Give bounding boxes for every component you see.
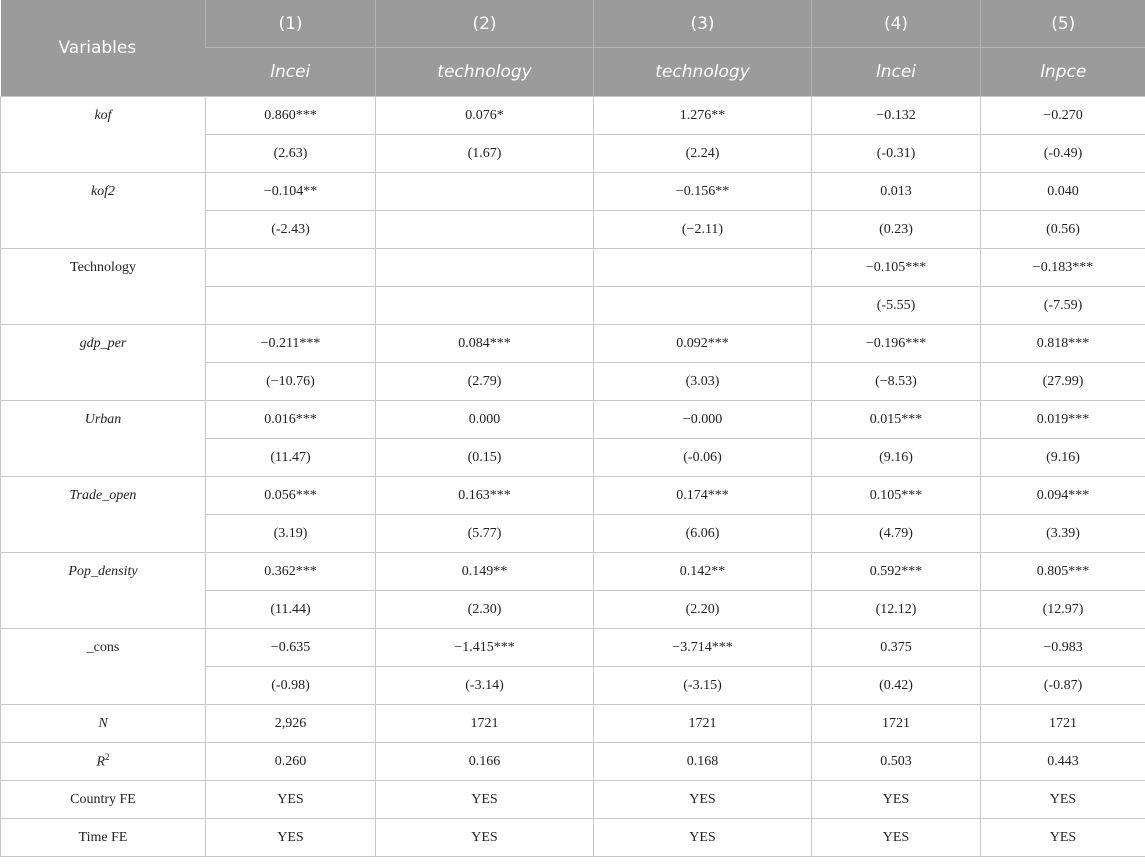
coefficient-cell: −0.105*** [812,249,981,287]
stats-row-time-fe [1,819,1145,857]
coefficient-cell: 0.174*** [594,477,812,515]
stat-value: YES [812,781,981,819]
coefficient-cell: 0.592*** [812,553,981,591]
table-row [1,97,1145,135]
t-stat-cell: (5.77) [376,515,594,553]
t-stat-cell: (11.47) [206,439,376,477]
coefficient-cell: −1.415*** [376,629,594,667]
coefficient-cell: 0.375 [812,629,981,667]
table-header [1,0,1145,97]
stat-value: 2,926 [206,705,376,743]
variable-name: Urban [1,401,206,477]
coefficient-cell: 1.276** [594,97,812,135]
t-stat-cell: (−8.53) [812,363,981,401]
coefficient-cell: −0.270 [981,97,1145,135]
stat-label: Country FE [1,781,206,819]
t-stat-cell: (9.16) [812,439,981,477]
t-stat-cell: (2.79) [376,363,594,401]
t-stat-cell: (27.99) [981,363,1145,401]
column-number: (3) [594,0,812,48]
stats-row-country-fe [1,781,1145,819]
coefficient-cell: −0.183*** [981,249,1145,287]
t-stat-cell: (-0.06) [594,439,812,477]
t-stat-cell: (0.15) [376,439,594,477]
t-stat-cell: (6.06) [594,515,812,553]
coefficient-cell: 0.092*** [594,325,812,363]
stat-value: YES [981,781,1145,819]
coefficient-cell: −0.196*** [812,325,981,363]
t-stat-cell: (2.30) [376,591,594,629]
stat-value: 0.166 [376,743,594,781]
stat-value: 1721 [981,705,1145,743]
t-stat-cell: (-2.43) [206,211,376,249]
coefficient-cell: 0.056*** [206,477,376,515]
stat-value: 0.168 [594,743,812,781]
stat-value: YES [594,781,812,819]
t-stat-cell: (−2.11) [594,211,812,249]
table-row [1,477,1145,515]
table-row [1,249,1145,287]
variable-name: _cons [1,629,206,705]
dependent-variable: lncei [206,48,376,97]
t-stat-cell: (3.19) [206,515,376,553]
stat-value: YES [594,819,812,857]
t-stat-cell [376,287,594,325]
stat-value: YES [376,819,594,857]
variable-name: Trade_open [1,477,206,553]
stat-value: YES [206,781,376,819]
column-number: (2) [376,0,594,48]
dependent-variable: technology [594,48,812,97]
variable-name: Technology [1,249,206,325]
t-stat-cell: (3.03) [594,363,812,401]
stat-value: 1721 [812,705,981,743]
dependent-variable: technology [376,48,594,97]
coefficient-cell: 0.149** [376,553,594,591]
column-number: (5) [981,0,1145,48]
t-stat-cell: (-0.98) [206,667,376,705]
t-stat-cell: (0.56) [981,211,1145,249]
t-stat-cell [206,287,376,325]
stat-value: 1721 [376,705,594,743]
stat-label: N [1,705,206,743]
dependent-variable: lncei [812,48,981,97]
coefficient-cell: 0.013 [812,173,981,211]
coefficient-cell: −0.983 [981,629,1145,667]
t-stat-cell: (3.39) [981,515,1145,553]
t-stat-cell: (−10.76) [206,363,376,401]
stat-value: YES [812,819,981,857]
table-row [1,173,1145,211]
r-squared-exponent: 2 [105,752,110,763]
stats-row-n [1,705,1145,743]
stat-value: 0.503 [812,743,981,781]
coefficient-cell [594,249,812,287]
coefficient-cell: 0.076* [376,97,594,135]
variables-header: Variables [1,0,206,97]
coefficient-cell [376,173,594,211]
t-stat-cell: (2.20) [594,591,812,629]
coefficient-cell: 0.818*** [981,325,1145,363]
coefficient-cell: 0.805*** [981,553,1145,591]
table-body [1,97,1145,857]
stat-value: YES [206,819,376,857]
coefficient-cell: 0.142** [594,553,812,591]
t-stat-cell [594,287,812,325]
t-stat-cell: (9.16) [981,439,1145,477]
table-row [1,325,1145,363]
t-stat-cell: (0.42) [812,667,981,705]
table-row [1,553,1145,591]
coefficient-cell: 0.163*** [376,477,594,515]
column-number: (1) [206,0,376,48]
table-row [1,401,1145,439]
t-stat-cell: (-3.15) [594,667,812,705]
t-stat-cell: (-0.49) [981,135,1145,173]
coefficient-cell: 0.040 [981,173,1145,211]
table-row [1,629,1145,667]
coefficient-cell: −0.635 [206,629,376,667]
coefficient-cell: 0.094*** [981,477,1145,515]
coefficient-cell: 0.000 [376,401,594,439]
t-stat-cell: (1.67) [376,135,594,173]
t-stat-cell: (2.63) [206,135,376,173]
stat-label: Time FE [1,819,206,857]
t-stat-cell: (12.12) [812,591,981,629]
coefficient-cell: −0.156** [594,173,812,211]
variable-name: kof2 [1,173,206,249]
variable-name: Pop_density [1,553,206,629]
stat-value: 0.443 [981,743,1145,781]
coefficient-cell [206,249,376,287]
stats-row-r2 [1,743,1145,781]
r-squared-base: R [96,754,106,770]
column-number: (4) [812,0,981,48]
coefficient-cell: −0.000 [594,401,812,439]
stat-label [1,743,206,781]
coefficient-cell [376,249,594,287]
t-stat-cell: (-0.31) [812,135,981,173]
coefficient-cell: 0.015*** [812,401,981,439]
coefficient-cell: 0.019*** [981,401,1145,439]
variable-name: gdp_per [1,325,206,401]
coefficient-cell: 0.860*** [206,97,376,135]
dependent-variable: lnpce [981,48,1145,97]
coefficient-cell: −0.104** [206,173,376,211]
t-stat-cell: (4.79) [812,515,981,553]
coefficient-cell: −0.132 [812,97,981,135]
stat-value: 0.260 [206,743,376,781]
stat-value: YES [376,781,594,819]
stat-value: 1721 [594,705,812,743]
coefficient-cell: 0.105*** [812,477,981,515]
coefficient-cell: 0.362*** [206,553,376,591]
t-stat-cell: (-7.59) [981,287,1145,325]
t-stat-cell: (12.97) [981,591,1145,629]
t-stat-cell: (11.44) [206,591,376,629]
t-stat-cell: (-5.55) [812,287,981,325]
t-stat-cell: (-3.14) [376,667,594,705]
variable-name: kof [1,97,206,173]
coefficient-cell: −0.211*** [206,325,376,363]
t-stat-cell: (0.23) [812,211,981,249]
t-stat-cell [376,211,594,249]
t-stat-cell: (2.24) [594,135,812,173]
coefficient-cell: 0.016*** [206,401,376,439]
coefficient-cell: −3.714*** [594,629,812,667]
stat-value: YES [981,819,1145,857]
t-stat-cell: (-0.87) [981,667,1145,705]
coefficient-cell: 0.084*** [376,325,594,363]
